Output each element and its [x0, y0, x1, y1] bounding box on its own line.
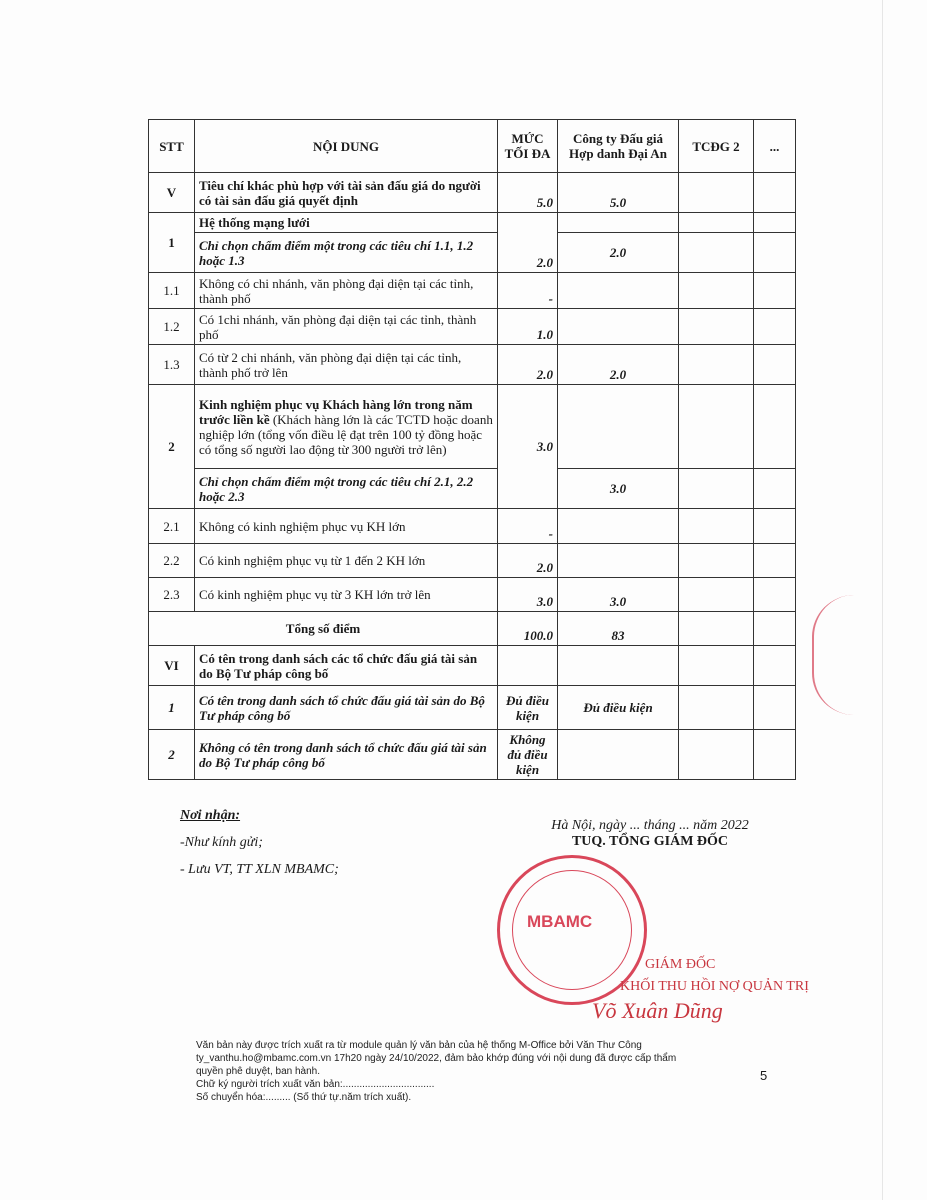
- table-row: [149, 345, 796, 385]
- row-note: Chỉ chọn chấm điểm một trong các tiêu chí 2.1, 2.2 hoặc 2.3: [195, 469, 498, 509]
- recipient-line: - Lưu VT, TT XLN MBAMC;: [180, 862, 339, 877]
- recipients-title: Nơi nhận:: [180, 808, 241, 823]
- row-text: Có kinh nghiệm phục vụ từ 3 KH lớn trở lên: [195, 578, 498, 612]
- table-row: [149, 213, 796, 233]
- table-row: [149, 509, 796, 544]
- row-stt: 1: [149, 213, 195, 273]
- row-text: [195, 385, 498, 469]
- row-max: Không đủ điều kiện: [498, 730, 558, 780]
- row-max: 3.0: [498, 578, 558, 612]
- table-row: [149, 469, 796, 509]
- row-text: Có kinh nghiệm phục vụ từ 1 đến 2 KH lớn: [195, 544, 498, 578]
- row-max: 3.0: [498, 385, 558, 509]
- row-text: Không có chi nhánh, văn phòng đại diện tại các tỉnh, thành phố: [195, 273, 498, 309]
- row-score: 5.0: [558, 173, 679, 213]
- footer-line: ty_vanthu.ho@mbamc.com.vn 17h20 ngày 24/10/2022, đảm bảo khớp đúng với nội dung đã được cấp thẩm: [196, 1053, 677, 1064]
- header-tcdg2: TCĐG 2: [679, 120, 754, 173]
- table-row: [149, 385, 796, 469]
- row-max: -: [498, 273, 558, 309]
- recipient-line: -Như kính gửi;: [180, 835, 263, 850]
- row-stt: 1: [149, 686, 195, 730]
- table-row: [149, 309, 796, 345]
- row-max: 2.0: [498, 345, 558, 385]
- row-text: Có tên trong danh sách các tổ chức đấu giá tài sản do Bộ Tư pháp công bố: [195, 646, 498, 686]
- table-row: [149, 233, 796, 273]
- extraction-footer: [196, 1039, 716, 1104]
- row-max: -: [498, 509, 558, 544]
- header-stt: STT: [149, 120, 195, 173]
- row-stt: 2: [149, 385, 195, 509]
- row-stt: V: [149, 173, 195, 213]
- side-stamp-fragment: [812, 595, 854, 715]
- row-score: 3.0: [558, 578, 679, 612]
- row-max: 2.0: [498, 544, 558, 578]
- row-stt: 1.1: [149, 273, 195, 309]
- row-max: 2.0: [498, 213, 558, 273]
- total-row: [149, 612, 796, 646]
- page-edge: [882, 0, 883, 1200]
- row-stt: 2.3: [149, 578, 195, 612]
- table-row: [149, 273, 796, 309]
- header-content: NỘI DUNG: [195, 120, 498, 173]
- row-desc: (Khách hàng lớn là các TCTD hoặc doanh nghiệp lớn (tổng vốn điều lệ đạt trên 100 tỷ đồng hoặc có tổng số người lao động từ 300 người trở lên): [199, 411, 493, 457]
- officer-title: GIÁM ĐỐC: [645, 957, 716, 972]
- row-text: Có từ 2 chi nhánh, văn phòng đại diện tại các tỉnh, thành phố trở lên: [195, 345, 498, 385]
- sign-date: Hà Nội, ngày ... tháng ... năm 2022: [551, 818, 749, 833]
- sign-role: TUQ. TỔNG GIÁM ĐỐC: [571, 834, 729, 849]
- table-row: [149, 544, 796, 578]
- page-number: 5: [760, 1068, 768, 1083]
- header-more: ...: [754, 120, 796, 173]
- table-row: [149, 578, 796, 612]
- row-text: Có tên trong danh sách tổ chức đấu giá tài sản do Bộ Tư pháp công bố: [195, 686, 498, 730]
- row-score: Đủ điều kiện: [558, 686, 679, 730]
- row-score: 2.0: [558, 345, 679, 385]
- row-text: Không có tên trong danh sách tổ chức đấu giá tài sản do Bộ Tư pháp công bố: [195, 730, 498, 780]
- row-score: 2.0: [558, 233, 679, 273]
- row-text: Không có kinh nghiệm phục vụ KH lớn: [195, 509, 498, 544]
- row-stt: 1.3: [149, 345, 195, 385]
- table-row: [149, 686, 796, 730]
- signature-block: [520, 818, 780, 850]
- officer-dept: KHỐI THU HỒI NỢ QUẢN TRỊ: [620, 979, 809, 994]
- footer-line: quyền phê duyệt, ban hành.: [196, 1066, 320, 1077]
- row-text: Tiêu chí khác phù hợp với tài sản đấu giá do người có tài sản đấu giá quyết định: [195, 173, 498, 213]
- table-row: [149, 173, 796, 213]
- total-max: 100.0: [498, 612, 558, 646]
- total-score: 83: [558, 612, 679, 646]
- row-score: 3.0: [558, 469, 679, 509]
- stamp-logo: MBAMC: [527, 912, 593, 931]
- table-row: [149, 646, 796, 686]
- scoring-table: [148, 119, 796, 780]
- table-row: [149, 730, 796, 780]
- header-company: Công ty Đấu giá Hợp danh Đại An: [558, 120, 679, 173]
- row-stt: VI: [149, 646, 195, 686]
- row-stt: 2.1: [149, 509, 195, 544]
- footer-line: Chữ ký người trích xuất văn bản:.................................: [196, 1079, 435, 1090]
- row-text: Có 1chi nhánh, văn phòng đại diện tại các tỉnh, thành phố: [195, 309, 498, 345]
- row-max: 5.0: [498, 173, 558, 213]
- officer-name: Võ Xuân Dũng: [592, 998, 723, 1023]
- header-max: MỨC TỐI ĐA: [498, 120, 558, 173]
- row-stt: 2: [149, 730, 195, 780]
- header-row: [149, 120, 796, 173]
- footer-line: Văn bản này được trích xuất ra từ module quản lý văn bản của hệ thống M-Office bởi Văn Thư Công: [196, 1040, 642, 1051]
- row-note: Chỉ chọn chấm điểm một trong các tiêu chí 1.1, 1.2 hoặc 1.3: [195, 233, 498, 273]
- recipients-block: [180, 808, 339, 889]
- row-stt: 2.2: [149, 544, 195, 578]
- footer-line: Số chuyển hóa:......... (Số thứ tự.năm trích xuất).: [196, 1092, 412, 1103]
- row-stt: 1.2: [149, 309, 195, 345]
- row-max: Đủ điều kiện: [498, 686, 558, 730]
- row-title: Hệ thống mạng lưới: [195, 213, 498, 233]
- row-max: 1.0: [498, 309, 558, 345]
- row-title: Kinh nghiệm phục vụ Khách hàng lớn trong năm trước liền kề: [199, 396, 473, 427]
- total-label: Tổng số điểm: [149, 612, 498, 646]
